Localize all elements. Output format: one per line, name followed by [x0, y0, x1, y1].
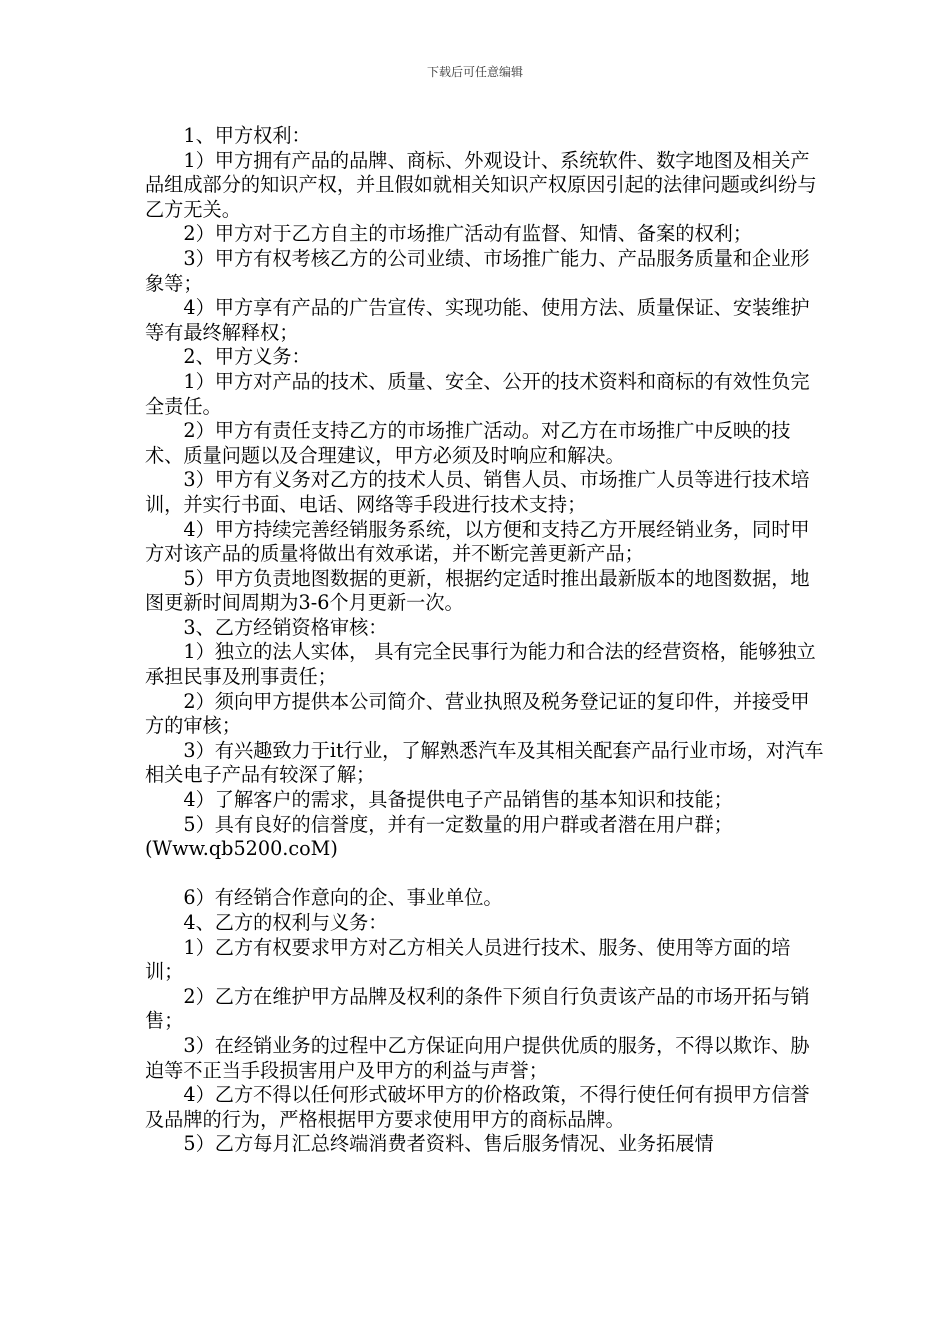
paragraph: 4）了解客户的需求，具备提供电子产品销售的基本知识和技能；	[183, 788, 733, 812]
paragraph: 3）甲方有权考核乙方的公司业绩、市场推广能力、产品服务质量和企业形象等；	[145, 246, 810, 295]
paragraph: 5）具有良好的信誉度，并有一定数量的用户群或者潜在用户群；	[183, 812, 733, 836]
paragraph: 1）独立的法人实体， 具有完全民事行为能力和合法的经营资格，能够独立承担民事及刑事责任；	[145, 640, 816, 689]
source-url-text: (Www.qb5200.coM)	[145, 837, 338, 861]
paragraph: 4）甲方持续完善经销服务系统，以方便和支持乙方开展经销业务，同时甲方对该产品的质量将做出有效承诺，并不断完善更新产品；	[145, 517, 810, 566]
paragraph: 2）乙方在维护甲方品牌及权利的条件下须自行负责该产品的市场开拓与销售；	[145, 984, 810, 1033]
document-body	[145, 124, 825, 1157]
paragraph: 6）有经销合作意向的企、事业单位。	[183, 886, 503, 910]
paragraph: 2）甲方有责任支持乙方的市场推广活动。对乙方在市场推广中反映的技术、质量问题以及合理建议，甲方必须及时响应和解决。	[145, 419, 791, 467]
paragraph: 4）甲方享有产品的广告宣传、实现功能、使用方法、质量保证、安装维护等有最终解释权；	[145, 296, 810, 344]
section-heading-party-a-rights: 1、甲方权利：	[183, 124, 311, 147]
paragraph: 3）甲方有义务对乙方的技术人员、销售人员、市场推广人员等进行技术培训，并实行书面、电话、网络等手段进行技术支持；	[145, 468, 810, 516]
paragraph: 3）有兴趣致力于it行业，了解熟悉汽车及其相关配套产品行业市场，对汽车相关电子产品有较深了解；	[145, 738, 824, 787]
paragraph: 1）甲方拥有产品的品牌、商标、外观设计、系统软件、数字地图及相关产品组成部分的知识产权，并且假如就相关知识产权原因引起的法律问题或纠纷与乙方无关。	[145, 148, 817, 221]
section-heading-party-b-rights: 4、乙方的权利与义务：	[183, 911, 388, 934]
paragraph: 2）甲方对于乙方自主的市场推广活动有监督、知情、备案的权利；	[183, 222, 753, 246]
blank-line	[145, 862, 825, 887]
section-heading-party-a-obligations: 2、甲方义务：	[183, 345, 311, 369]
page-header: 下载后可任意编辑	[426, 65, 523, 79]
paragraph: 1）甲方对产品的技术、质量、安全、公开的技术资料和商标的有效性负完全责任。	[145, 369, 810, 418]
paragraph: 2）须向甲方提供本公司简介、营业执照及税务登记证的复印件，并接受甲方的审核；	[145, 689, 810, 738]
section-heading-qualification: 3、乙方经销资格审核：	[183, 615, 388, 639]
paragraph: 5）甲方负责地图数据的更新，根据约定适时推出最新版本的地图数据，地图更新时间周期为3-6个月更新一次。	[145, 566, 810, 615]
paragraph: 4）乙方不得以任何形式破坏甲方的价格政策，不得行使任何有损甲方信誉及品牌的行为，严格根据甲方要求使用甲方的商标品牌。	[145, 1083, 810, 1131]
paragraph: 5）乙方每月汇总终端消费者资料、售后服务情况、业务拓展情	[183, 1132, 714, 1156]
paragraph: 3）在经销业务的过程中乙方保证向用户提供优质的服务，不得以欺诈、胁迫等不正当手段损害用户及甲方的利益与声誉；	[145, 1033, 810, 1082]
paragraph: 1）乙方有权要求甲方对乙方相关人员进行技术、服务、使用等方面的培训；	[145, 935, 791, 984]
